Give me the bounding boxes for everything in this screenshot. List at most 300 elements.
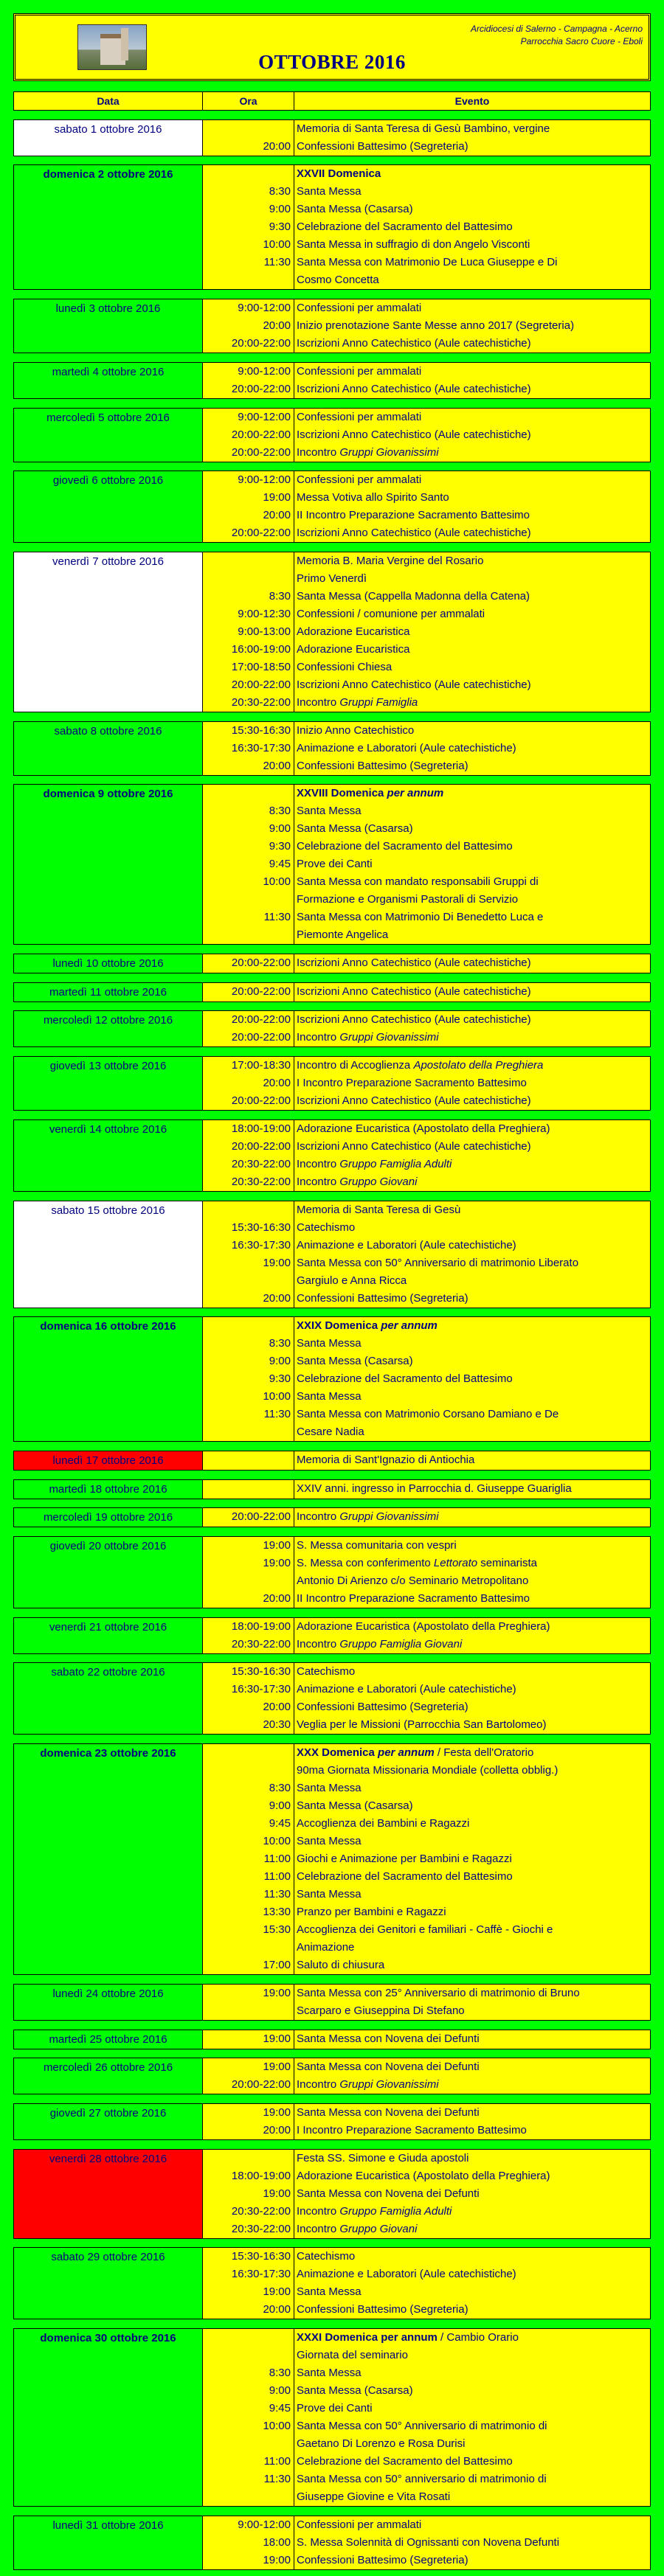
event-text (297, 2516, 650, 2534)
event-text-main: Confessioni per ammalati (297, 473, 422, 487)
date-cell: giovedì 27 ottobre 2016 (14, 2104, 203, 2139)
event-text-italic: Gruppo Famiglia Adulti (339, 2204, 452, 2218)
event-cell (294, 1451, 650, 1470)
time-cell (203, 165, 294, 289)
event-text (297, 740, 650, 757)
event-time: 9:00-12:00 (238, 302, 291, 315)
event-cell (294, 2150, 650, 2238)
date-cell: mercoledì 26 ottobre 2016 (14, 2058, 203, 2094)
time-cell (203, 2516, 294, 2569)
event-time: 19:00 (263, 1557, 291, 1570)
column-header-time: Ora (203, 92, 294, 110)
event-time: 9:00-12:00 (238, 410, 291, 423)
event-time: 11:30 (263, 256, 291, 269)
event-time: 18:00-19:00 (231, 1122, 291, 1135)
event-text-main: Celebrazione del Sacramento del Battesimo (297, 221, 513, 234)
event-cell (294, 785, 650, 944)
event-text-main: Iscrizioni Anno Catechistico (Aule catechistiche) (297, 957, 531, 970)
event-text-italic: Gruppi Giovanissimi (339, 445, 439, 459)
event-text-main: Celebrazione del Sacramento del Battesimo (297, 1870, 513, 1884)
event-text (297, 676, 650, 694)
event-text (297, 1423, 650, 1441)
event-time: 16:30-17:30 (231, 2268, 291, 2281)
event-text (297, 1939, 650, 1957)
event-time: 19:00 (263, 2187, 291, 2200)
event-text-main: Memoria di Sant'Ignazio di Antiochia (297, 1453, 475, 1466)
date-cell: lunedì 24 ottobre 2016 (14, 1985, 203, 2020)
event-text (297, 802, 650, 820)
time-cell (203, 471, 294, 542)
event-text (297, 1388, 650, 1406)
event-time (203, 552, 291, 570)
event-time (203, 1317, 291, 1335)
event-time: 19:00 (263, 1256, 291, 1269)
event-text (297, 1317, 650, 1335)
event-text (297, 1618, 650, 1636)
event-text-main: Cesare Nadia (297, 1426, 364, 1439)
event-time: 9:00 (269, 822, 291, 836)
event-time: 19:00 (263, 2061, 291, 2074)
date-cell: giovedì 6 ottobre 2016 (14, 471, 203, 542)
event-cell (294, 1057, 650, 1110)
event-text (297, 2488, 650, 2506)
event-cell (294, 2030, 650, 2049)
date-cell: domenica 30 ottobre 2016 (14, 2329, 203, 2506)
event-text (297, 2203, 650, 2221)
event-text (297, 1716, 650, 1734)
event-text (297, 2471, 650, 2488)
event-text (297, 785, 650, 802)
event-text-main: Iscrizioni Anno Catechistico (Aule catechistiche) (297, 1013, 531, 1027)
date-cell: martedì 25 ottobre 2016 (14, 2030, 203, 2049)
event-text-main: Santa Messa con Matrimonio Di Benedetto Luca e (297, 911, 544, 924)
day-block (13, 1201, 651, 1308)
event-text-main: Santa Messa con 50° anniversario di matrimonio di (297, 2473, 547, 2486)
event-text-main: Santa Messa (Casarsa) (297, 822, 413, 836)
event-cell (294, 363, 650, 398)
event-text (297, 1353, 650, 1370)
event-text (297, 757, 650, 775)
event-time: 20:30-22:00 (231, 1157, 291, 1170)
event-text (297, 2150, 650, 2167)
event-text (297, 183, 650, 201)
event-time (203, 2488, 291, 2506)
event-cell (294, 1317, 650, 1441)
event-text (297, 1833, 650, 1850)
event-text (297, 2122, 650, 2139)
event-text-main: Animazione e Laboratori (Aule catechistiche) (297, 2268, 516, 2281)
event-time: 20:00 (263, 1592, 291, 1605)
event-text-main: Animazione e Laboratori (Aule catechistiche) (297, 1238, 516, 1251)
event-time: 17:00-18:50 (231, 660, 291, 673)
event-time: 20:00-22:00 (231, 2078, 291, 2091)
event-text (297, 1698, 650, 1716)
event-text (297, 1156, 650, 1173)
day-block (13, 1010, 651, 1047)
event-time: 19:00 (263, 2553, 291, 2566)
event-text-main: Santa Messa (Casarsa) (297, 1355, 413, 1368)
event-time: 20:00-22:00 (231, 1094, 291, 1108)
event-text (297, 1663, 650, 1681)
event-time: 15:30-16:30 (231, 2250, 291, 2263)
event-time: 9:45 (269, 858, 291, 871)
event-cell (294, 1201, 650, 1308)
event-time: 20:00 (263, 1701, 291, 1714)
event-text-main: I Incontro Preparazione Sacramento Battesimo (297, 1077, 527, 1090)
day-block (13, 721, 651, 776)
day-block (13, 1507, 651, 1527)
event-text (297, 983, 650, 1001)
time-cell (203, 2150, 294, 2238)
event-text (297, 335, 650, 353)
date-cell: venerdì 14 ottobre 2016 (14, 1120, 203, 1191)
date-cell: mercoledì 5 ottobre 2016 (14, 409, 203, 462)
event-text (297, 507, 650, 524)
event-text-main: Adorazione Eucaristica (Apostolato della Preghiera) (297, 1122, 550, 1135)
event-text-main: XXIX Domenica (297, 1319, 381, 1333)
event-text-italic: per annum (381, 1319, 438, 1333)
event-text (297, 1815, 650, 1833)
event-text-italic: per annum (378, 1746, 435, 1760)
event-text (297, 1572, 650, 1590)
event-time: 9:00-12:00 (238, 364, 291, 378)
event-text (297, 623, 650, 641)
event-text-main: Iscrizioni Anno Catechistico (Aule catechistiche) (297, 382, 531, 395)
event-text-main: Veglia per le Missioni (Parrocchia San Bartolomeo) (297, 1718, 547, 1732)
event-text (297, 2266, 650, 2283)
event-text (297, 954, 650, 972)
event-text (297, 1744, 650, 1762)
day-block (13, 1056, 651, 1111)
event-cell (294, 1480, 650, 1499)
time-cell (203, 1663, 294, 1734)
event-time: 20:00-22:00 (231, 985, 291, 998)
event-text-main: Incontro (297, 1031, 340, 1044)
event-text (297, 1237, 650, 1254)
event-text-main: Accoglienza dei Bambini e Ragazzi (297, 1817, 470, 1830)
event-time: 19:00 (263, 2105, 291, 2119)
event-text (297, 909, 650, 926)
event-text (297, 1201, 650, 1219)
event-text-main: Gaetano Di Lorenzo e Rosa Durisi (297, 2437, 466, 2451)
event-text (297, 489, 650, 507)
event-text-main: Confessioni Battesimo (Segreteria) (297, 139, 468, 153)
event-text-main: Pranzo per Bambini e Ragazzi (297, 1906, 446, 1919)
date-cell: martedì 18 ottobre 2016 (14, 1480, 203, 1499)
event-time: 18:00-19:00 (231, 2169, 291, 2182)
event-text (297, 120, 650, 138)
day-block (13, 164, 651, 290)
event-time: 20:00-22:00 (231, 337, 291, 350)
event-text-italic: Gruppi Famiglia (339, 695, 418, 709)
date-cell: lunedì 10 ottobre 2016 (14, 954, 203, 973)
event-time (203, 1272, 291, 1290)
time-cell (203, 954, 294, 973)
event-text-main: Memoria B. Maria Vergine del Rosario (297, 554, 484, 567)
time-cell (203, 552, 294, 712)
event-text-italic: Apostolato della Preghiera (413, 1059, 544, 1072)
event-cell (294, 471, 650, 542)
event-text-italic: Gruppo Famiglia Giovani (339, 1637, 463, 1650)
event-time (203, 2329, 291, 2347)
event-time: 10:00 (263, 238, 291, 251)
event-time: 20:00-22:00 (231, 678, 291, 691)
event-text-main: Confessioni per ammalati (297, 364, 422, 378)
event-text (297, 1173, 650, 1191)
time-cell (203, 363, 294, 398)
event-cell (294, 1508, 650, 1527)
event-time: 9:30 (269, 840, 291, 853)
event-time: 9:00-12:00 (238, 2518, 291, 2531)
event-text-main: I Incontro Preparazione Sacramento Battesimo (297, 2123, 527, 2136)
event-time: 11:30 (263, 1888, 291, 1901)
event-time: 13:30 (263, 1906, 291, 1919)
date-cell: venerdì 7 ottobre 2016 (14, 552, 203, 712)
event-text (297, 659, 650, 676)
event-time: 8:30 (269, 1782, 291, 1795)
day-block (13, 2149, 651, 2239)
event-time: 16:30-17:30 (231, 741, 291, 754)
event-text-italic: Lettorato (433, 1557, 478, 1570)
event-text-main: Celebrazione del Sacramento del Battesimo (297, 840, 513, 853)
event-time: 11:00 (263, 1853, 291, 1866)
event-text (297, 1868, 650, 1886)
event-text-main: XXIV anni. ingresso in Parrocchia d. Giuseppe Guariglia (297, 1482, 572, 1495)
event-time: 20:30-22:00 (231, 1175, 291, 1188)
event-time: 16:30-17:30 (231, 1683, 291, 1696)
event-text-main: Incontro (297, 2078, 340, 2091)
event-text-main: Saluto di chiusura (297, 1959, 385, 1972)
time-cell (203, 785, 294, 944)
date-cell: mercoledì 12 ottobre 2016 (14, 1011, 203, 1046)
event-text-main: Santa Messa (297, 1888, 362, 1901)
event-text-italic: Gruppi Giovanissimi (339, 1510, 439, 1524)
event-text-main: Adorazione Eucaristica (297, 625, 410, 638)
event-text-main: Giornata del seminario (297, 2349, 408, 2362)
event-text-main: Iscrizioni Anno Catechistico (Aule catechistiche) (297, 527, 531, 540)
day-block (13, 471, 651, 543)
day-block (13, 1479, 651, 1499)
event-text (297, 926, 650, 944)
event-text-main: Santa Messa con Novena dei Defunti (297, 2032, 480, 2045)
event-text (297, 2552, 650, 2569)
event-text (297, 1029, 650, 1046)
event-text (297, 1335, 650, 1353)
event-text-main: Prove dei Canti (297, 858, 373, 871)
event-time: 20:00-22:00 (231, 1510, 291, 1524)
day-block (13, 2516, 651, 2570)
event-time: 15:30 (263, 1923, 291, 1937)
event-time: 20:30-22:00 (231, 1637, 291, 1650)
event-text-main: Santa Messa (297, 1835, 362, 1848)
event-text-main: Piemonte Angelica (297, 928, 389, 942)
date-cell: giovedì 20 ottobre 2016 (14, 1537, 203, 1608)
time-cell (203, 2104, 294, 2139)
event-time: 17:00-18:30 (231, 1059, 291, 1072)
event-text-italic: Gruppi Giovanissimi (339, 1031, 439, 1044)
event-cell (294, 409, 650, 462)
day-block (13, 2030, 651, 2049)
event-text-main: Santa Messa con Novena dei Defunti (297, 2061, 480, 2074)
event-time (203, 271, 291, 289)
event-text (297, 694, 650, 712)
event-text-main: Accoglienza dei Genitori e familiari - Caffè - Giochi e (297, 1923, 553, 1937)
event-text (297, 1219, 650, 1237)
event-text (297, 444, 650, 462)
event-text-main: Confessioni Chiesa (297, 660, 392, 673)
event-text-main: S. Messa Solennità di Ognissanti con Novena Defunti (297, 2535, 560, 2549)
day-block (13, 2058, 651, 2094)
column-header-event: Evento (454, 95, 490, 107)
event-time: 8:30 (269, 805, 291, 818)
event-text-main: Santa Messa (Casarsa) (297, 1799, 413, 1813)
event-time: 10:00 (263, 1835, 291, 1848)
event-time: 11:30 (263, 1408, 291, 1421)
event-text (297, 1850, 650, 1868)
event-text-suffix: seminarista (477, 1557, 537, 1570)
event-text-main: Santa Messa con 50° Anniversario di matrimonio Liberato (297, 1256, 579, 1269)
event-text-main: S. Messa con conferimento (297, 1557, 434, 1570)
event-text (297, 1957, 650, 1974)
event-text-main: Incontro di Accoglienza (297, 1059, 414, 1072)
event-text (297, 2167, 650, 2185)
event-text-main: Antonio Di Arienzo c/o Seminario Metropolitano (297, 1575, 529, 1588)
day-block (13, 1617, 651, 1654)
event-text (297, 605, 650, 623)
event-cell (294, 983, 650, 1001)
time-cell (203, 1317, 294, 1441)
event-time: 8:30 (269, 589, 291, 603)
event-text (297, 1057, 650, 1075)
event-time: 20:30-22:00 (231, 2204, 291, 2218)
event-text-main: Cosmo Concetta (297, 274, 379, 287)
event-text-main: II Incontro Preparazione Sacramento Battesimo (297, 1592, 530, 1605)
event-cell (294, 2058, 650, 2094)
event-text-main: Santa Messa in suffragio di don Angelo Visconti (297, 238, 530, 251)
day-block (13, 1984, 651, 2021)
day-block (13, 982, 651, 1002)
event-time (203, 1480, 291, 1498)
event-text-main: Santa Messa con 25° Anniversario di matrimonio di Bruno (297, 1986, 580, 1999)
event-text-main: Iscrizioni Anno Catechistico (Aule catechistiche) (297, 337, 531, 350)
time-cell (203, 1011, 294, 1046)
event-time (203, 2347, 291, 2364)
event-text-main: II Incontro Preparazione Sacramento Battesimo (297, 509, 530, 522)
event-text (297, 426, 650, 444)
event-text (297, 2030, 650, 2048)
event-text-main: Memoria di Santa Teresa di Gesù (297, 1203, 461, 1216)
day-block (13, 1119, 651, 1192)
event-time: 9:00-13:00 (238, 625, 291, 638)
event-text (297, 1138, 650, 1156)
event-text-main: Confessioni Battesimo (Segreteria) (297, 2553, 468, 2566)
event-text-main: Messa Votiva allo Spirito Santo (297, 491, 449, 504)
event-text (297, 2221, 650, 2238)
date-cell: sabato 22 ottobre 2016 (14, 1663, 203, 1734)
event-text-main: S. Messa comunitaria con vespri (297, 1539, 457, 1552)
event-text-main: Formazione e Organismi Pastorali di Servizio (297, 893, 519, 906)
date-cell: venerdì 21 ottobre 2016 (14, 1618, 203, 1653)
event-text-main: Santa Messa con Matrimonio De Luca Giuseppe e Di (297, 256, 558, 269)
page-header (13, 13, 651, 81)
event-text (297, 1508, 650, 1526)
day-block (13, 362, 651, 399)
event-text (297, 299, 650, 317)
event-text (297, 2417, 650, 2435)
date-cell: lunedì 31 ottobre 2016 (14, 2516, 203, 2569)
event-text-main: Celebrazione del Sacramento del Battesimo (297, 2455, 513, 2468)
event-text (297, 588, 650, 605)
time-cell (203, 983, 294, 1001)
event-time: 20:00-22:00 (231, 428, 291, 441)
event-text (297, 1451, 650, 1469)
event-time: 8:30 (269, 185, 291, 198)
event-text (297, 2058, 650, 2076)
event-time (203, 120, 291, 138)
event-time: 8:30 (269, 2367, 291, 2380)
event-time: 20:00 (263, 2303, 291, 2316)
event-time: 19:00 (263, 1539, 291, 1552)
event-text (297, 138, 650, 156)
event-text (297, 165, 650, 183)
event-time (203, 1762, 291, 1780)
event-text-main: Incontro (297, 1510, 340, 1524)
time-cell (203, 1480, 294, 1499)
event-text-main: Santa Messa (297, 1390, 362, 1403)
event-text-main: Giochi e Animazione per Bambini e Ragazzi (297, 1853, 512, 1866)
event-cell (294, 2329, 650, 2506)
day-block (13, 1536, 651, 1608)
event-time: 9:00 (269, 1355, 291, 1368)
event-text-main: XXXI Domenica per annum (297, 2331, 438, 2344)
event-text-main: Catechismo (297, 2250, 356, 2263)
diocese-caption (471, 23, 643, 48)
event-time: 11:30 (263, 911, 291, 924)
date-cell: mercoledì 19 ottobre 2016 (14, 1508, 203, 1527)
event-cell (294, 552, 650, 712)
event-time (203, 1939, 291, 1957)
event-cell (294, 1537, 650, 1608)
event-text-main: Santa Messa con Matrimonio Corsano Damiano e De (297, 1408, 559, 1421)
event-time: 18:00 (263, 2535, 291, 2549)
event-text (297, 838, 650, 855)
event-time: 16:30-17:30 (231, 1238, 291, 1251)
event-text-main: Incontro (297, 1175, 340, 1188)
event-text-main: Santa Messa (297, 185, 362, 198)
event-text (297, 381, 650, 398)
event-text-main: Memoria di Santa Teresa di Gesù Bambino, vergine (297, 122, 550, 135)
event-text-main: Confessioni Battesimo (Segreteria) (297, 2303, 468, 2316)
event-text (297, 2301, 650, 2319)
event-text (297, 2329, 650, 2347)
day-block (13, 119, 651, 156)
day-block (13, 2247, 651, 2319)
event-time (203, 165, 291, 183)
event-text-main: Confessioni Battesimo (Segreteria) (297, 1291, 468, 1305)
event-text-main: Incontro (297, 1637, 340, 1650)
event-time: 11:00 (263, 1870, 291, 1884)
event-time: 20:30-22:00 (231, 2222, 291, 2235)
event-time: 9:00 (269, 1799, 291, 1813)
event-text-main: Iscrizioni Anno Catechistico (Aule catechistiche) (297, 678, 531, 691)
time-cell (203, 409, 294, 462)
time-cell (203, 2058, 294, 2094)
event-text-suffix: / Cambio Orario (437, 2331, 519, 2344)
event-time: 19:00 (263, 491, 291, 504)
date-cell: sabato 1 ottobre 2016 (14, 120, 203, 156)
event-text-italic: Gruppo Giovani (339, 2222, 418, 2235)
time-cell (203, 1985, 294, 2020)
